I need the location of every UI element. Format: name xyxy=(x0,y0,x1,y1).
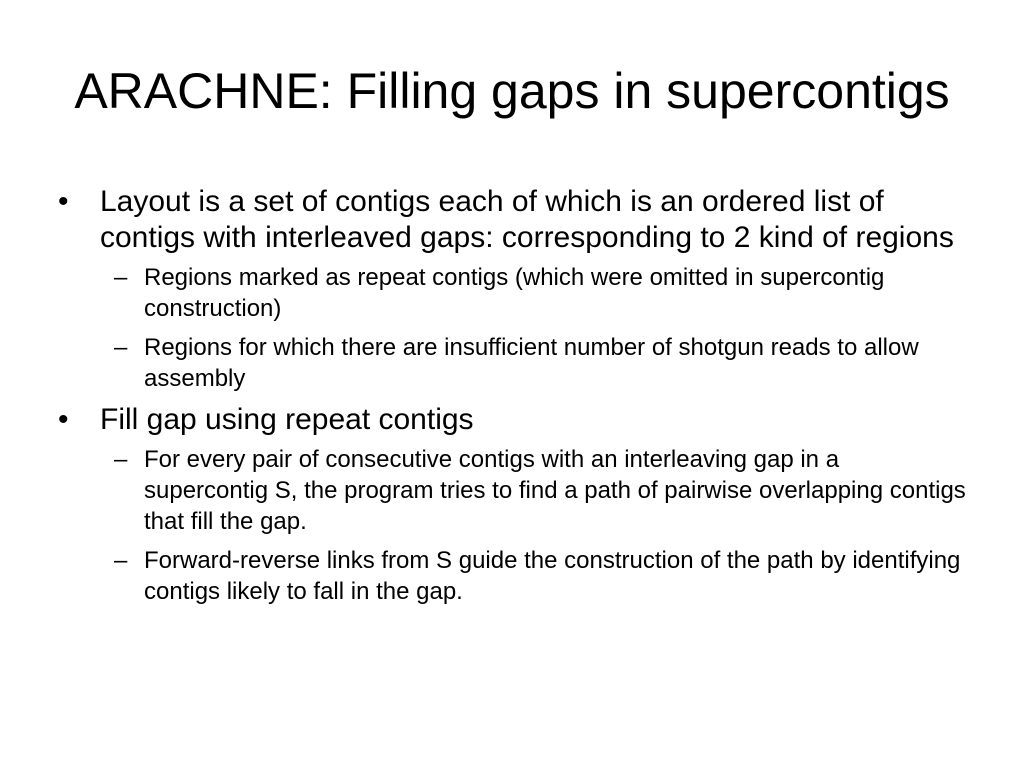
sub-bullet-list xyxy=(58,444,968,607)
bullet-item xyxy=(58,184,968,256)
bullet-item xyxy=(58,402,968,438)
bullet-text: Fill gap using repeat contigs xyxy=(100,403,474,436)
sub-bullet-item xyxy=(58,262,968,324)
sub-bullet-text: For every pair of consecutive contigs with an interleaving gap in a supercontig S, the program tries to find a path of pairwise overlapping contigs that fill the gap. xyxy=(144,446,966,535)
bullet-text: Layout is a set of contigs each of which is an ordered list of contigs with interleaved gaps: corresponding to 2 kind of regions xyxy=(100,185,954,254)
dash-marker: – xyxy=(114,334,128,361)
bullet-marker: • xyxy=(58,185,69,218)
sub-bullet-text: Regions for which there are insufficient number of shotgun reads to allow assembly xyxy=(144,334,919,392)
sub-bullet-text: Forward-reverse links from S guide the construction of the path by identifying contigs likely to fall in the gap. xyxy=(144,547,961,605)
dash-marker: – xyxy=(114,547,128,574)
dash-marker: – xyxy=(114,264,128,291)
slide-title: ARACHNE: Filling gaps in supercontigs xyxy=(74,63,950,119)
sub-bullet-item xyxy=(58,332,968,394)
sub-bullet-item xyxy=(58,545,968,607)
bullet-marker: • xyxy=(58,403,69,436)
sub-bullet-text: Regions marked as repeat contigs (which were omitted in supercontig construction) xyxy=(144,264,885,322)
sub-bullet-item xyxy=(58,444,968,537)
slide-body xyxy=(58,184,968,615)
dash-marker: – xyxy=(114,446,128,473)
sub-bullet-list xyxy=(58,262,968,394)
